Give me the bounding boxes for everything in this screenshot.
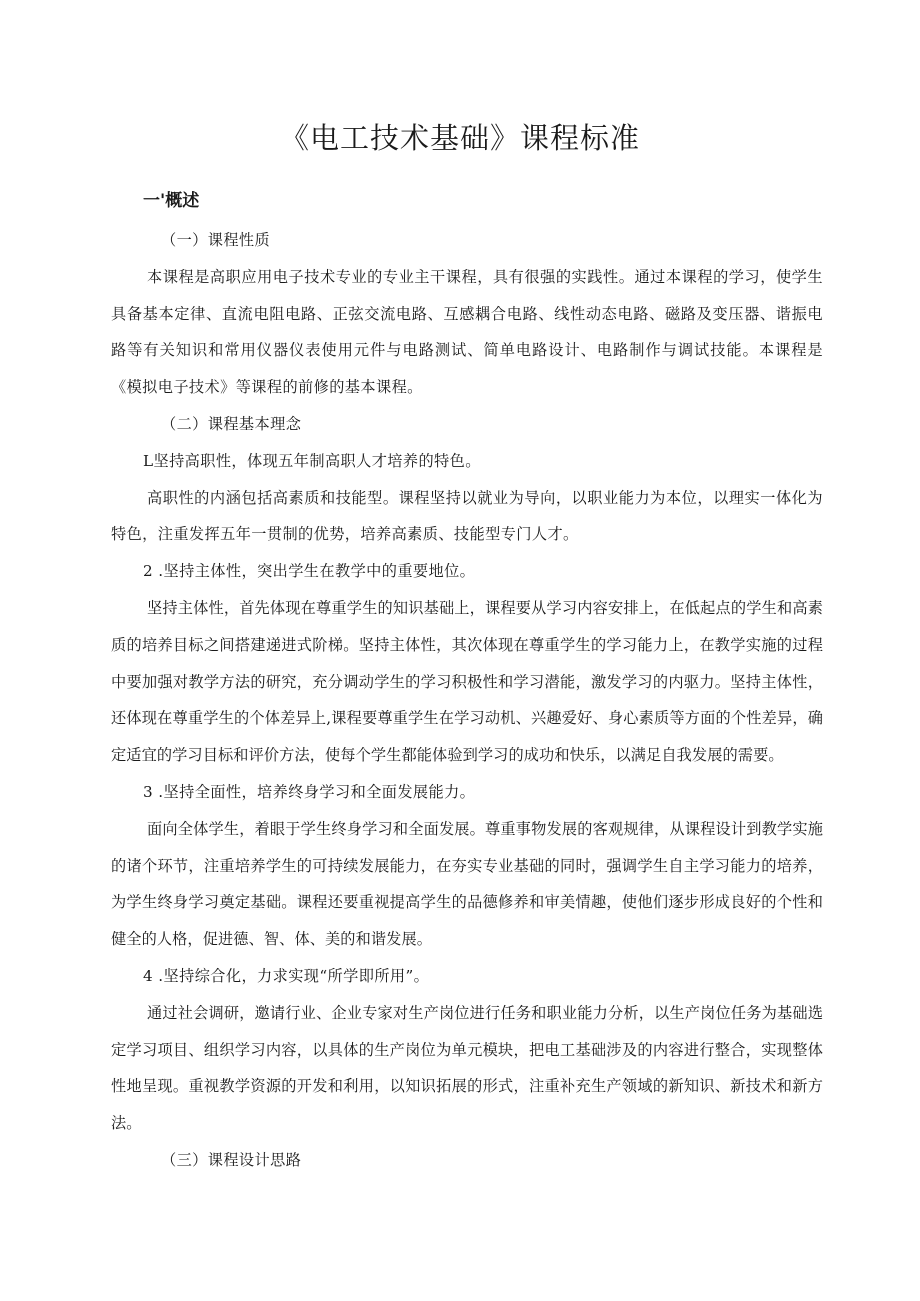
paragraph-integration: 通过社会调研，邀请行业、企业专家对生产岗位进行任务和职业能力分析，以生产岗位任务为基础选定学习项目、组织学习内容，以具体的生产岗位为单元模块，把电工基础涉及的内容进行整合，实现整体性地呈现。重视教学资源的开发和利用，以知识拓展的形式，注重补充生产领域的新知识、新技术和新方法。	[111, 1003, 823, 1133]
subheading-basic-concepts: （二）课程基本理念	[161, 414, 302, 433]
document-body	[111, 222, 823, 1179]
list-item-3: 3 .坚持全面性，培养终身学习和全面发展能力。	[143, 782, 476, 801]
document-title: 《电工技术基础》课程标准	[279, 121, 640, 155]
list-item-4: 4 .坚持综合化，力求实现“所学即所用”。	[143, 966, 430, 985]
subheading-course-nature: （一）课程性质	[161, 231, 271, 249]
paragraph-subjectivity: 坚持主体性，首先体现在尊重学生的知识基础上，课程要从学习内容安排上，在低起点的学生和高素质的培养目标之间搭建递进式阶梯。坚持主体性，其次体现在尊重学生的学习能力上，在教学实施的过程中要加强对教学方法的研究，充分调动学生的学习积极性和学习潜能，激发学习的内驱力。坚持主体性，还体现在尊重学生的个体差异上,课程要尊重学生在学习动机、兴趣爱好、身心素质等方面的个性差异，确定适宜的学习目标和评价方法，使每个学生都能体验到学习的成功和快乐，以满足自我发展的需要。	[111, 598, 823, 765]
paragraph-comprehensiveness: 面向全体学生，着眼于学生终身学习和全面发展。尊重事物发展的客观规律，从课程设计到教学实施的诸个环节，注重培养学生的可持续发展能力，在夯实专业基础的同时，强调学生自主学习能力的培养，为学生终身学习奠定基础。课程还要重视提高学生的品德修养和审美情趣，使他们逐步形成良好的个性和健全的人格，促进德、智、体、美的和谐发展。	[111, 819, 823, 949]
subheading-design-ideas: （三）课程设计思路	[161, 1150, 302, 1169]
section-heading: 一'概述	[143, 191, 200, 211]
paragraph-vocational: 高职性的内涵包括高素质和技能型。课程坚持以就业为导向，以职业能力为本位，以理实一体化为特色，注重发挥五年一贯制的优势，培养高素质、技能型专门人才。	[111, 488, 823, 544]
list-item-2: 2 .坚持主体性，突出学生在教学中的重要地位。	[143, 562, 476, 581]
paragraph-course-nature: 本课程是高职应用电子技术专业的专业主干课程，具有很强的实践性。通过本课程的学习，使学生具备基本定律、直流电阻电路、正弦交流电路、互感耦合电路、线性动态电路、磁路及变压器、谐振电路等有关知识和常用仪器仪表使用元件与电路测试、简单电路设计、电路制作与调试技能。本课程是《模拟电子技术》等课程的前修的基本课程。	[111, 267, 823, 397]
list-item-1: L坚持高职性，体现五年制高职人才培养的特色。	[143, 451, 481, 470]
